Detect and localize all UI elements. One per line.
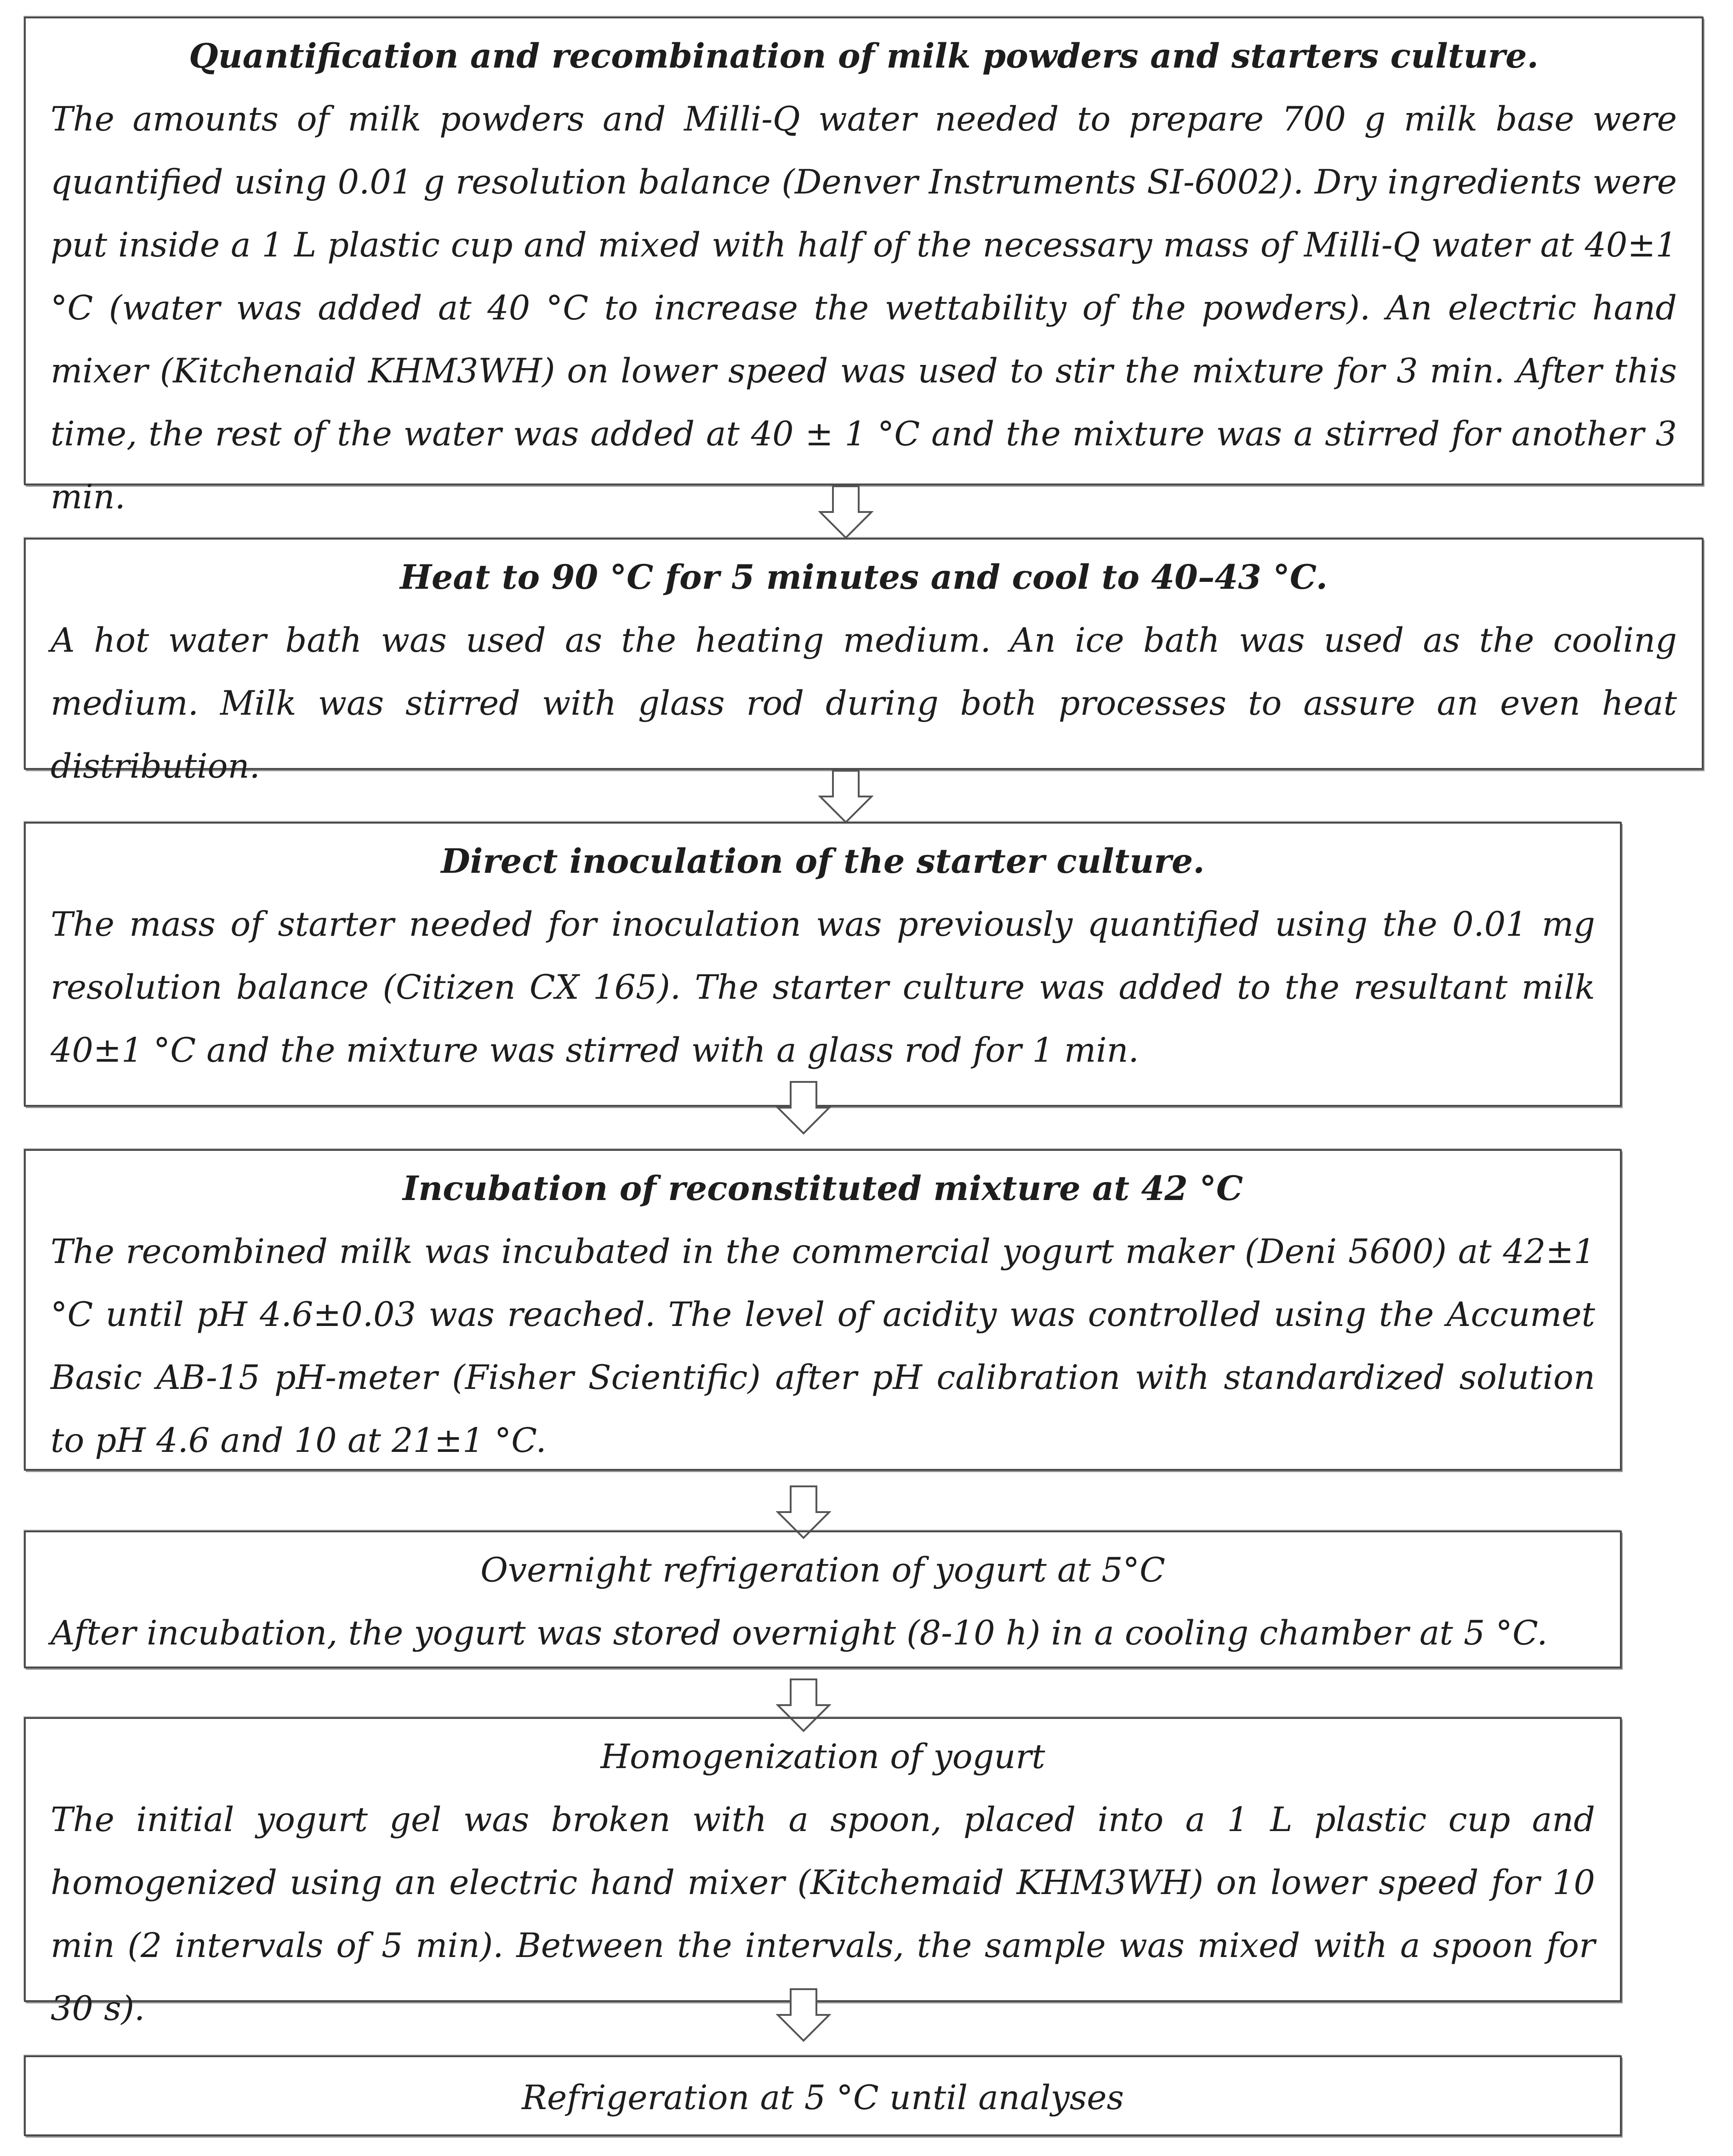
step-5-title: Overnight refrigeration of yogurt at 5°C [480,1551,1165,1590]
arrow-down-icon [818,485,873,540]
step-box-3 [24,822,1622,1107]
step-box-4 [24,1149,1622,1471]
step-6-text: The initial yogurt gel was broken with a spoon, placed into a 1 L plastic cup and homogenized using an electric hand mixer (Kitchemaid KHM3WH) on lower speed for 10 min (2 intervals of 5 min). Between the intervals, the sample was mixed with a spoon for 30 s). [51,1800,1595,2028]
step-1-title: Quantification and recombination of milk powders and starters culture. [188,36,1539,76]
step-1-text: The amounts of milk powders and Milli-Q water needed to prepare 700 g milk base were quantified using 0.01 g resolution balance (Denver Instruments SI-6002). Dry ingredients were put inside a 1 L plastic cup and mixed with half of the necessary mass of Milli-Q water at 40±1 °C (water was added at 40 °C to increase the wettability of the powders). An electric hand mixer (Kitchenaid KHM3WH) on lower speed was used to stir the mixture for 3 min. After this time, the rest of the water was added at 40 ± 1 °C and the mixture was a stirred for another 3 min. [51,100,1677,517]
step-2-text: A hot water bath was used as the heating medium. An ice bath was used as the cooling medium. Milk was stirred with glass rod during both processes to assure an even heat distribution. [51,621,1677,786]
step-box-6 [24,1717,1622,2028]
step-box-2 [24,538,1704,786]
step-7-title: Refrigeration at 5 °C until analyses [522,2078,1124,2117]
step-6-title: Homogenization of yogurt [600,1737,1045,1776]
step-4-text: The recombined milk was incubated in the commercial yogurt maker (Deni 5600) at 42±1 °C until pH 4.6±0.03 was reached. The level of acidity was controlled using the Accumet Basic AB-15 pH-meter (Fisher Scientific) after pH calibration with standardized solution to pH 4.6 and 10 at 21±1 °C. [51,1232,1595,1460]
step-box-5 [24,1530,1622,1668]
step-3-text: The mass of starter needed for inoculation was previously quantified using the 0.01 mg resolution balance (Citizen CX 165). The starter culture was added to the resultant milk 40±1 °C and the mixture was stirred with a glass rod for 1 min. [51,905,1595,1070]
arrow-down-icon [776,1988,831,2042]
step-box-7 [24,2055,1622,2136]
arrow-down-icon [818,770,873,824]
step-5-text: After incubation, the yogurt was stored overnight (8-10 h) in a cooling chamber at 5 °C. [51,1614,1548,1653]
step-box-1 [24,17,1704,517]
step-2-title: Heat to 90 °C for 5 minutes and cool to 40–43 °C. [399,557,1328,597]
step-3-title: Direct inoculation of the starter culture. [441,842,1205,881]
arrow-down-icon [776,1081,831,1135]
step-4-title: Incubation of reconstituted mixture at 42 °C [403,1169,1243,1208]
